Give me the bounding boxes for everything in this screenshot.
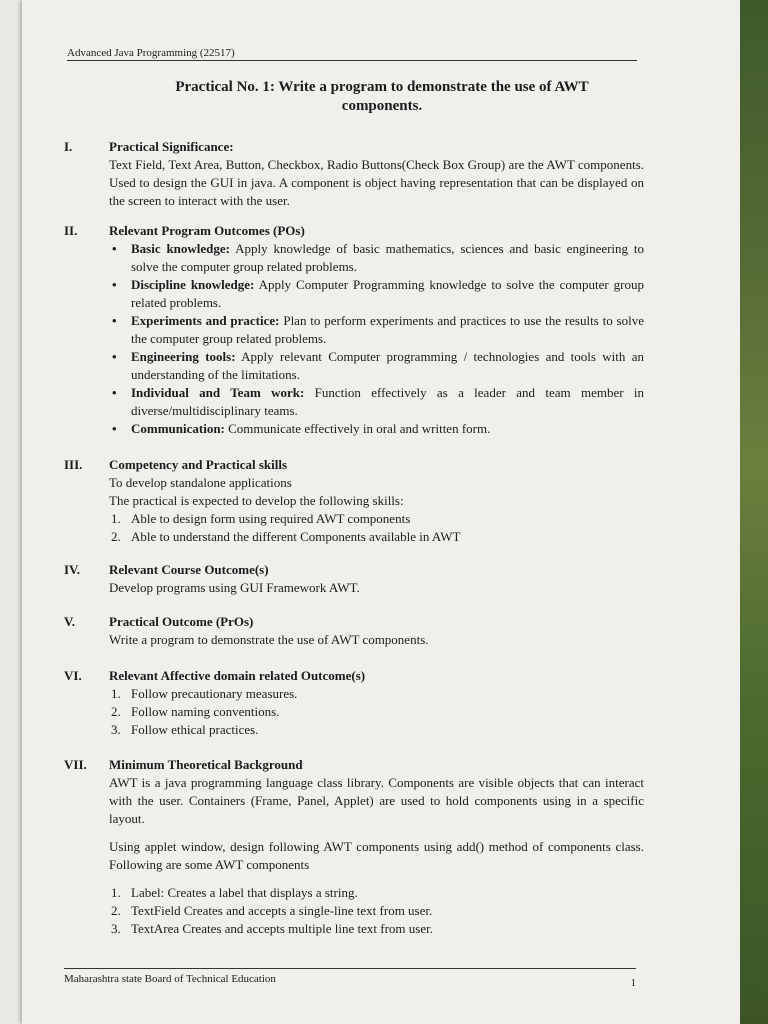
list-item: 2. Able to understand the different Components available in AWT xyxy=(111,529,461,544)
list-item: • Engineering tools: Apply relevant Computer programming / technologies and tools with an understanding of the limitations. xyxy=(109,348,644,384)
section-practical-outcome xyxy=(64,613,644,649)
section-program-outcomes xyxy=(64,222,644,438)
section-competency xyxy=(64,456,644,546)
list-item: • Basic knowledge: Apply knowledge of basic mathematics, sciences and basic engineering to solve the computer group related problems. xyxy=(109,240,644,276)
section-heading: Minimum Theoretical Background xyxy=(109,757,303,772)
page-title: Practical No. 1: Write a program to demonstrate the use of AWT components. xyxy=(175,79,589,114)
section-text: Write a program to demonstrate the use of AWT components. xyxy=(109,632,429,647)
section-text: The practical is expected to develop the following skills: xyxy=(109,493,404,508)
section-number: IV. xyxy=(64,562,81,577)
list-item: 3. Follow ethical practices. xyxy=(111,722,259,737)
section-heading: Relevant Program Outcomes (POs) xyxy=(109,223,305,238)
section-number: VII. xyxy=(64,757,87,772)
section-number: II. xyxy=(64,223,78,238)
section-theoretical-background xyxy=(64,756,644,938)
section-heading: Practical Outcome (PrOs) xyxy=(109,614,254,629)
list-item: • Communication: Communicate effectively in oral and written form. xyxy=(109,420,644,438)
section-course-outcomes xyxy=(64,561,644,597)
section-text: To develop standalone applications xyxy=(109,475,292,490)
section-text: Text Field, Text Area, Button, Checkbox, Radio Buttons(Check Box Group) are the AWT components. Used to design the GUI in java. A component is object having representation that can be displayed on the screen to interact with the user. xyxy=(109,157,644,208)
list-item: 1. Follow precautionary measures. xyxy=(111,686,298,701)
section-heading: Competency and Practical skills xyxy=(109,457,288,472)
list-item: • Experiments and practice: Plan to perform experiments and practices to use the results to solve the computer group related problems. xyxy=(109,312,644,348)
list-item: 3. TextArea Creates and accepts multiple line text from user. xyxy=(111,921,433,936)
section-number: VI. xyxy=(64,668,82,683)
page-footer xyxy=(64,968,636,989)
running-header: Advanced Java Programming (22517) xyxy=(67,47,637,61)
affective-list xyxy=(109,685,644,739)
list-item: • Individual and Team work: Function effectively as a leader and team member in diverse/multidisciplinary teams. xyxy=(109,384,644,420)
awt-components-list xyxy=(109,884,644,938)
skills-list xyxy=(109,510,644,546)
section-text: Using applet window, design following AWT components using add() method of components class. Following are some AWT components xyxy=(109,839,644,872)
section-affective-outcomes xyxy=(64,667,644,739)
section-practical-significance xyxy=(64,138,644,210)
section-heading: Relevant Course Outcome(s) xyxy=(109,562,269,577)
list-item: 2. Follow naming conventions. xyxy=(111,704,280,719)
section-number: V. xyxy=(64,614,75,629)
footer-text: Maharashtra state Board of Technical Education xyxy=(64,973,276,985)
list-item: 1. Able to design form using required AWT components xyxy=(111,511,411,526)
section-text: Develop programs using GUI Framework AWT. xyxy=(109,580,360,595)
section-heading: Practical Significance: xyxy=(109,139,234,154)
document-page xyxy=(22,0,740,1024)
section-number: III. xyxy=(64,457,83,472)
list-item: 1. Label: Creates a label that displays a string. xyxy=(111,885,358,900)
section-heading: Relevant Affective domain related Outcome(s) xyxy=(109,668,366,683)
page-number: 1 xyxy=(630,977,636,989)
list-item: • Discipline knowledge: Apply Computer Programming knowledge to solve the computer group related problems. xyxy=(109,276,644,312)
section-text: AWT is a java programming language class library. Components are visible objects that can interact with the user. Containers (Frame, Panel, Applet) are used to hold components using in a specific layout. xyxy=(109,775,644,826)
outcomes-list xyxy=(109,240,644,438)
list-item: 2. TextField Creates and accepts a single-line text from user. xyxy=(111,903,433,918)
section-number: I. xyxy=(64,139,73,154)
